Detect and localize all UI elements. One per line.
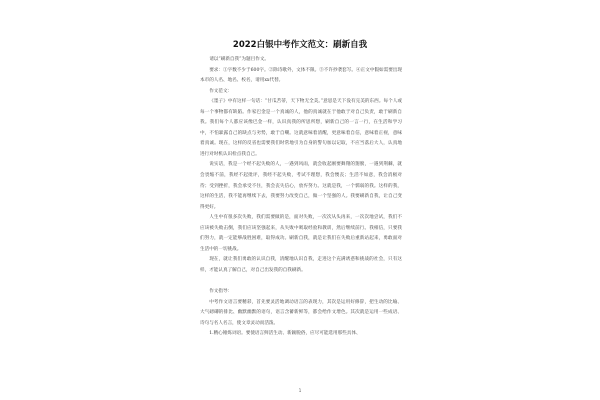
paragraph: 要求：①字数不少于600字。②除诗歌外，文体不限。③不许抄袭套写。④正文中假如需要出现本市的人名、地名、校名，请用xx代替。 xyxy=(200,67,402,84)
page-number: 1 xyxy=(298,388,302,393)
paragraph: 1.精心锤炼词语。要使语言鲜活生动、新颖脱俗，应尽可能选用那些具体、 xyxy=(209,331,361,337)
document-body xyxy=(200,55,402,340)
document-title: 2022白银中考作文范文：刷新自我 xyxy=(232,40,368,50)
paragraph: 现在，就让我们勇敢的认识自我，清醒地认识自我，走进这个充满诱惑和挑战的社会，只有这样，才能认真了解自己，对自己出发我的自我刷新。 xyxy=(200,257,402,273)
section-heading: 作文指导： xyxy=(209,289,233,295)
paragraph: 说实话，我是一个经不起失败的人，一遇到风雨，就会收起刚要舞翔的翅膀，一遇到荆棘，就会畏缩不前，我经不起批评，我经不起失败，考试不理想，我会懊丧；生活不如意，我会消极对待；受到挫折，我会承受不住，我会丧失信心，放弃努力。这就是我，一个懦弱的我。这样的我，这样的生活，我不能再继续下去，我要努力改变自己，做一个坚强的人。我要刷新自我，让自己变得更好。 xyxy=(200,162,402,210)
paragraph: 《墨子》中有这样一句话：“甘瓜苦蒂，天下物无全美。”意思是天下没有完美的东西。每个人或每一个事物都有缺陷。作家巴金是一个真诚的人，他的真诚就在于他敢于对自己负责，敢于刷新自我。我们每个人都应该像巴金一样，认识真我的所思所想，刷新自己的一言一行，在生活和学习中，不怕暴露自己的缺点与劣势，敢于自嘲。这就意味着清醒，更意味着自信，意味着正视，意味着真诚。现在，这样的反省也需要我们时常地引为自身的警句加以记取，不应当落后大人，认真地进行对时机认识检点我自己。 xyxy=(200,99,402,157)
paragraph: 中考作文语言要精彩，首先要灵活地调动语言的表现力，其次是运用好修辞，把生动的比喻、大气磅礴的排比、幽默幽默的语句，语言含蓄新鲜等，都会给作文增色。其次就是运用一些成语、诗句与名人名言，使文章灵动而活泼。 xyxy=(200,299,402,326)
paragraph-gap xyxy=(200,276,402,287)
paragraph: 请以“刷新自我”为题目作文。 xyxy=(209,57,270,62)
paragraph: 人生中有很多次失败，我们需要做的是，面对失败，一次次从头再来，一次次地尝试，我们不应该被失败击倒，我们应该坚强起来，从失败中吸取经验和教训，然后继续前行。我相信，只要我们努力，就一定能够战胜困难，取得成功。刷新自我，就是让我们在失败后重新站起来，勇敢面对生活中的一切挑战。 xyxy=(200,215,402,252)
paragraph: 作文范文： xyxy=(209,88,233,94)
